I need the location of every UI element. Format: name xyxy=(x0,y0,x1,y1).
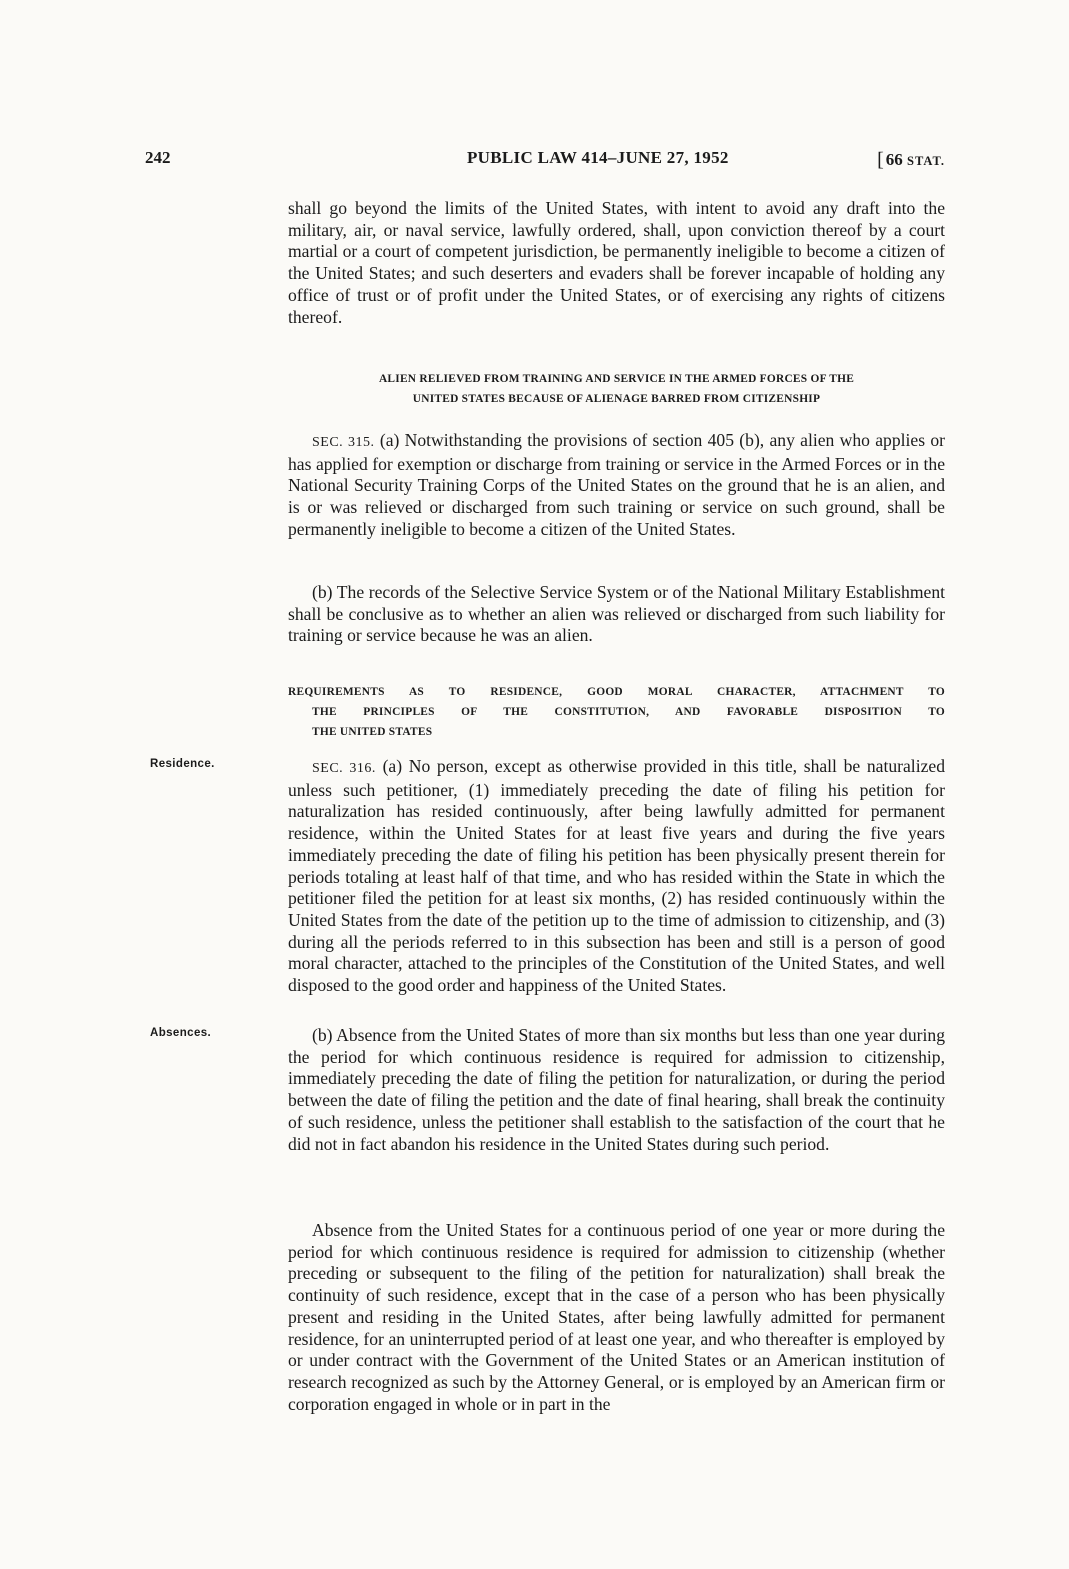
heading-line: REQUIREMENTS AS TO RESIDENCE, GOOD MORAL CHARACTER, ATTACHMENT TO xyxy=(288,686,945,698)
heading-line: UNITED STATES BECAUSE OF ALIENAGE BARRED FROM CITIZENSHIP xyxy=(412,393,821,405)
paragraph-absence-one-year: Absence from the United States for a continuous period of one year or more during the period for which continuous residence is required for admission to citizenship (whether preceding or subsequent to the filing of the petition for naturalization) shall break the continuity of such residence, except that in the case of a person who has been physically present and residing in the United States, after being lawfully admitted for permanent residence, for an uninterrupted period of at least one year, and who thereafter is employed by or under contract with the Government of the United States or an American institution of research recognized as such by the Attorney General, or is employed by an American firm or corporation engaged in whole or in part in the xyxy=(288,1220,945,1414)
section-316-b: (b) Absence from the United States of more than six months but less than one year during the period for which continuous residence is required for admission to citizenship, immediately preceding the date of filing the petition for naturalization, or during the period between the date of filing the petition and the date of final hearing, shall break the continuity of such residence, unless the petitioner shall establish to the satisfaction of the court that he did not in fact abandon his residence in the United States during such period. xyxy=(288,1025,945,1154)
page-number: 242 xyxy=(145,148,171,167)
heading-line: ALIEN RELIEVED FROM TRAINING AND SERVICE IN THE ARMED FORCES OF THE xyxy=(378,373,855,385)
heading-line: THE PRINCIPLES OF THE CONSTITUTION, AND FAVORABLE DISPOSITION TO xyxy=(312,706,945,718)
margin-note-absences: Absences. xyxy=(150,1027,212,1039)
section-315-b: (b) The records of the Selective Service System or of the National Military Establishment shall be conclusive as to whether an alien was relieved or discharged from such liability for training or service because he was an alien. xyxy=(288,582,945,646)
volume-label: STAT. xyxy=(907,154,945,168)
heading-line: THE UNITED STATES xyxy=(312,726,433,738)
volume-citation xyxy=(877,148,945,171)
margin-note-residence: Residence. xyxy=(150,758,215,770)
section-316-a xyxy=(288,756,945,997)
section-heading-316 xyxy=(288,682,945,742)
volume-number: 66 xyxy=(885,150,903,169)
running-head-title: PUBLIC LAW 414–JUNE 27, 1952 xyxy=(467,148,729,167)
section-text: (a) No person, except as otherwise provided in this title, shall be naturalized unless such petitioner, (1) immediately preceding the date of filing his petition for naturalization has resided continuously, after being lawfully admitted for permanent residence, within the United States for at least five years and during the five years immediately preceding the date of filing his petition has been physically present therein for periods totaling at least half of that time, and who has resided within the State in which the petitioner filed the petition for at least six months, (2) has resided continuously within the United States from the date of the petition up to the time of admission to citizenship, and (3) during all the periods referred to in this subsection has been and still is a person of good moral character, attached to the principles of the Constitution of the United States, and well disposed to the good order and happiness of the United States. xyxy=(288,756,945,996)
paragraph-continuation: shall go beyond the limits of the United States, with intent to avoid any draft into the military, air, or naval service, lawfully ordered, shall, upon conviction thereof by a court martial or a court of competent jurisdiction, be permanently ineligible to become a citizen of the United States; and such deserters and evaders shall be forever incapable of holding any office of trust or of profit under the United States, or of exercising any rights of citizens thereof. xyxy=(288,198,945,327)
bracket-glyph: [ xyxy=(877,149,884,171)
section-label: SEC. 316. xyxy=(312,761,376,776)
running-head xyxy=(145,148,945,172)
section-label: SEC. 315. xyxy=(312,435,375,450)
section-315-a xyxy=(288,430,945,541)
section-heading-315 xyxy=(288,369,945,409)
section-text: (a) Notwithstanding the provisions of section 405 (b), any alien who applies or has applied for exemption or discharge from training or service in the Armed Forces or in the National Security Training Corps of the United States on the ground that he is an alien, and is or was relieved or discharged from such training or service on such ground, shall be permanently ineligible to become a citizen of the United States. xyxy=(288,430,945,539)
